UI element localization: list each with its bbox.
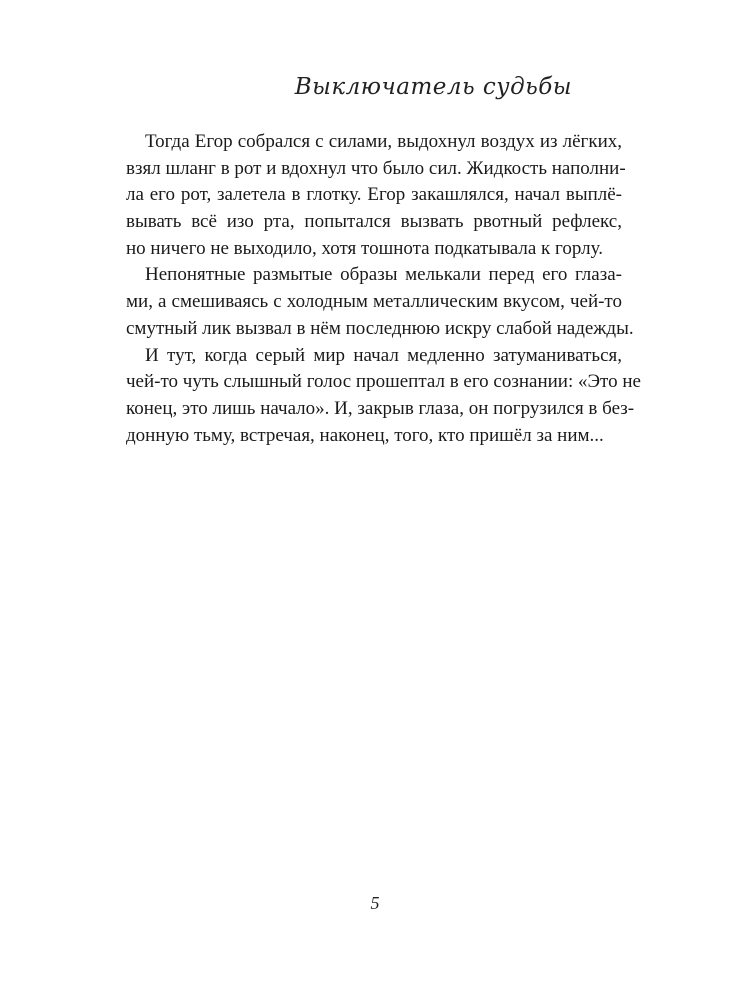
paragraph-2-line-1: Непонятные размытые образы мелькали перед его глаза- <box>145 264 622 286</box>
paragraph-3-line-3: конец, это лишь начало». И, закрыв глаза, он погрузился в без- <box>126 397 635 419</box>
paragraph-1-line-4: вывать всё изо рта, попытался вызвать рвотный рефлекс, <box>126 211 622 233</box>
paragraph-1-line-2: взял шланг в рот и вдохнул что было сил. Жидкость наполни- <box>126 157 626 179</box>
page-number: 5 <box>370 893 380 913</box>
paragraph-1-line-3: ла его рот, залетела в глотку. Егор закашлялся, начал выплё- <box>126 184 622 206</box>
body-text <box>126 129 641 449</box>
paragraph-1-line-1: Тогда Егор собрался с силами, выдохнул воздух из лёгких, <box>145 131 622 152</box>
paragraph-2-line-3: смутный лик вызвал в нём последнюю искру слабой надежды. <box>126 317 634 339</box>
paragraph-3-line-2: чей-то чуть слышный голос прошептал в его сознании: «Это не <box>126 371 641 393</box>
paragraph-3-line-1: И тут, когда серый мир начал медленно затуманиваться, <box>145 344 622 366</box>
paragraph-2-line-2: ми, а смешиваясь с холодным металлическим вкусом, чей-то <box>126 291 622 313</box>
paragraph-3-line-4: донную тьму, встречая, наконец, того, кто пришёл за ним... <box>126 424 604 446</box>
paragraph-1-line-5: но ничего не выходило, хотя тошнота подкатывала к горлу. <box>126 237 603 259</box>
running-head: Выключатель судьбы <box>294 74 572 100</box>
